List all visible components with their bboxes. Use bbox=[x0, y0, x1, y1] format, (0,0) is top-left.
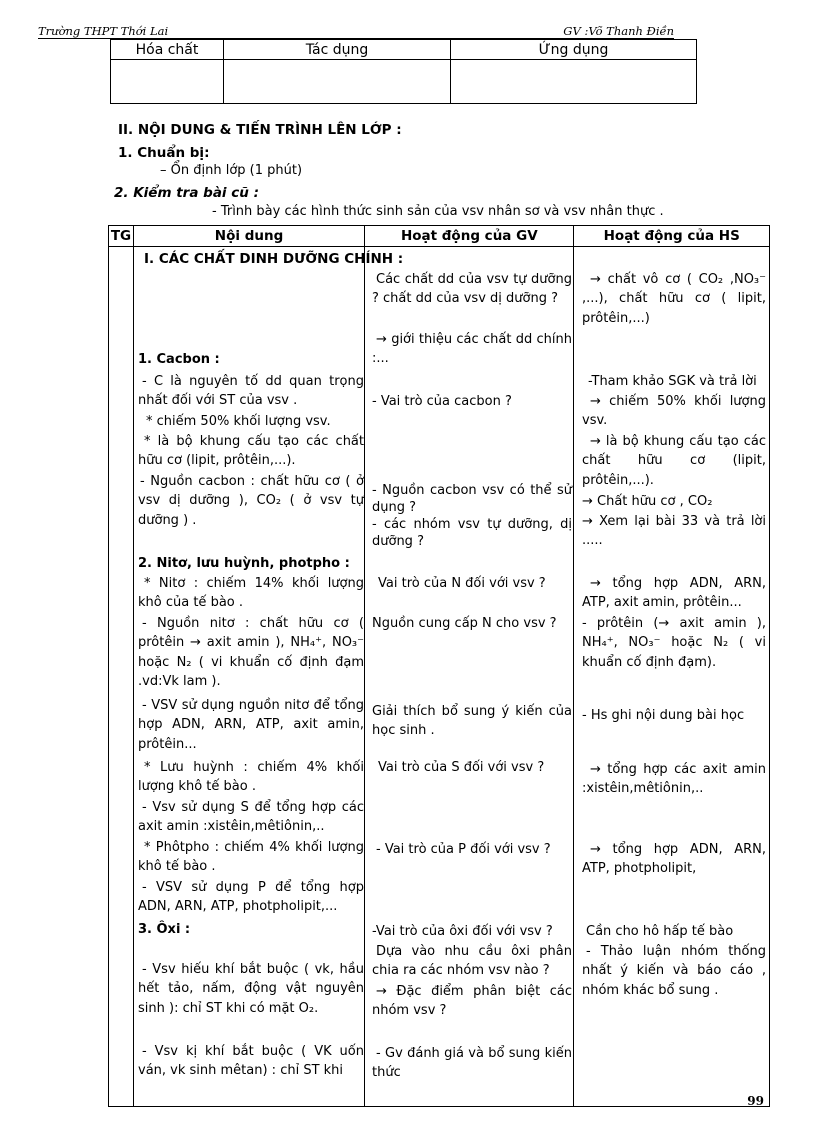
prep-title: 1. Chuẩn bị: bbox=[118, 145, 210, 161]
gv-item: -Vai trò của ôxi đối với vsv ? bbox=[372, 924, 553, 939]
content-nitrogen-title: 2. Nitơ, lưu huỳnh, photpho : bbox=[138, 556, 350, 571]
hs-item: → chiếm 50% khối lượng vsv. bbox=[582, 394, 766, 429]
check-title: 2. Kiểm tra bài cũ : bbox=[114, 185, 259, 201]
col-effect: Tác dụng bbox=[224, 40, 451, 60]
gv-item: - Gv đánh giá và bổ sung kiến thức bbox=[372, 1046, 572, 1081]
hs-item: - Hs ghi nội dung bài học bbox=[582, 708, 745, 723]
hs-item: → tổng hợp các axit amin :xistêin,mêtiônin,.. bbox=[582, 762, 766, 797]
col-student: Hoạt động của HS bbox=[574, 226, 770, 247]
hs-item: → chất vô cơ ( CO₂ ,NO₃⁻ ,...), chất hữu cơ ( lipit, prôtêin,...) bbox=[582, 272, 766, 326]
col-chemical: Hóa chất bbox=[111, 40, 224, 60]
hs-item: → Chất hữu cơ , CO₂ bbox=[582, 494, 713, 509]
check-item: - Trình bày các hình thức sinh sản của vsv nhân sơ và vsv nhân thực . bbox=[212, 204, 664, 219]
col-application: Ứng dụng bbox=[451, 40, 697, 60]
hs-item: → tổng hợp ADN, ARN, ATP, photpholipit, bbox=[582, 842, 766, 877]
chemicals-table bbox=[110, 39, 697, 104]
hs-item: → Xem lại bài 33 và trả lời ..... bbox=[582, 514, 766, 549]
prep-item: – Ổn định lớp (1 phút) bbox=[160, 163, 303, 178]
content-item: * chiếm 50% khối lượng vsv. bbox=[146, 414, 331, 429]
gv-item: Vai trò của S đối với vsv ? bbox=[378, 760, 545, 775]
content-item: - Vsv kị khí bắt buộc ( VK uốn ván, vk sinh mêtan) : chỉ ST khi bbox=[138, 1044, 364, 1079]
gv-item: → giới thiệu các chất dd chính :... bbox=[372, 332, 572, 367]
content-item: * là bộ khung cấu tạo các chất hữu cơ (lipit, prôtêin,...). bbox=[138, 434, 364, 469]
gv-item: - Nguồn cacbon vsv có thể sử dụng ? bbox=[372, 483, 572, 515]
content-oxygen-title: 3. Ôxi : bbox=[138, 922, 191, 937]
gv-item: Các chất dd của vsv tự dưỡng ? chất dd của vsv dị dưỡng ? bbox=[372, 272, 572, 307]
hs-item: Cần cho hô hấp tế bào bbox=[586, 924, 734, 939]
gv-item: - Vai trò của P đối với vsv ? bbox=[376, 842, 551, 857]
content-item: - Nguồn nitơ : chất hữu cơ ( prôtêin → axit amin ), NH₄⁺, NO₃⁻ hoặc N₂ ( vi khuẩn cố định đạm .vd:Vk lam ). bbox=[138, 616, 364, 689]
school-name: Trường THPT Thới Lai bbox=[38, 24, 169, 38]
gv-item: Nguồn cung cấp N cho vsv ? bbox=[372, 616, 557, 631]
content-item: - Nguồn cacbon : chất hữu cơ ( ở vsv dị dưỡng ), CO₂ ( ở vsv tự dưỡng ) . bbox=[138, 474, 364, 528]
table-heading: I. CÁC CHẤT DINH DƯỠNG CHÍNH : bbox=[144, 251, 404, 267]
gv-item: Vai trò của N đối với vsv ? bbox=[378, 576, 546, 591]
hs-item: -Tham khảo SGK và trả lời bbox=[588, 374, 757, 389]
gv-item: Giải thích bổ sung ý kiến của học sinh . bbox=[372, 704, 572, 739]
hs-item: - prôtêin (→ axit amin ), NH₄⁺, NO₃⁻ hoặc N₂ ( vi khuẩn cố định đạm). bbox=[582, 616, 766, 670]
content-item: - Vsv hiếu khí bắt buộc ( vk, hầu hết tảo, nấm, động vật nguyên sinh ): chỉ ST khi có mặt O₂. bbox=[138, 962, 364, 1016]
content-item: - VSV sử dụng P để tổng hợp ADN, ARN, ATP, photpholipit,... bbox=[138, 880, 364, 915]
page-header bbox=[38, 24, 674, 39]
gv-item: → Đặc điểm phân biệt các nhóm vsv ? bbox=[372, 984, 572, 1019]
content-item: - C là nguyên tố dd quan trọng nhất đối với ST của vsv . bbox=[138, 374, 364, 409]
gv-item: - các nhóm vsv tự dưỡng, dị dưỡng ? bbox=[372, 517, 572, 549]
hs-item: → tổng hợp ADN, ARN, ATP, axit amin, prôtêin... bbox=[582, 576, 766, 611]
col-content: Nội dung bbox=[133, 226, 364, 247]
page-number: 99 bbox=[747, 1094, 764, 1108]
content-item: * Lưu huỳnh : chiếm 4% khối lượng khô tế bào . bbox=[138, 760, 364, 795]
content-item: * Nitơ : chiếm 14% khối lượng khô của tế bào . bbox=[138, 576, 364, 611]
content-item: - VSV sử dụng nguồn nitơ để tổng hợp ADN, ARN, ATP, axit amin, prôtêin... bbox=[138, 698, 364, 752]
col-tg: TG bbox=[109, 226, 134, 247]
teacher-name: GV :Võ Thanh Điền bbox=[563, 24, 674, 38]
hs-item: - Thảo luận nhóm thống nhất ý kiến và báo cáo , nhóm khác bổ sung . bbox=[582, 944, 766, 998]
gv-item: Dựa vào nhu cầu ôxi phân chia ra các nhóm vsv nào ? bbox=[372, 944, 572, 979]
col-teacher: Hoạt động của GV bbox=[365, 226, 574, 247]
hs-item: → là bộ khung cấu tạo các chất hữu cơ (lipit, prôtêin,...). bbox=[582, 434, 766, 488]
section-title: II. NỘI DUNG & TIẾN TRÌNH LÊN LỚP : bbox=[118, 122, 402, 138]
content-cacbon-title: 1. Cacbon : bbox=[138, 352, 220, 367]
content-item: - Vsv sử dụng S để tổng hợp các axit amin :xistêin,mêtiônin,.. bbox=[138, 800, 364, 835]
content-item: * Phôtpho : chiếm 4% khối lượng khô tế bào . bbox=[138, 840, 364, 875]
gv-item: - Vai trò của cacbon ? bbox=[372, 394, 512, 409]
